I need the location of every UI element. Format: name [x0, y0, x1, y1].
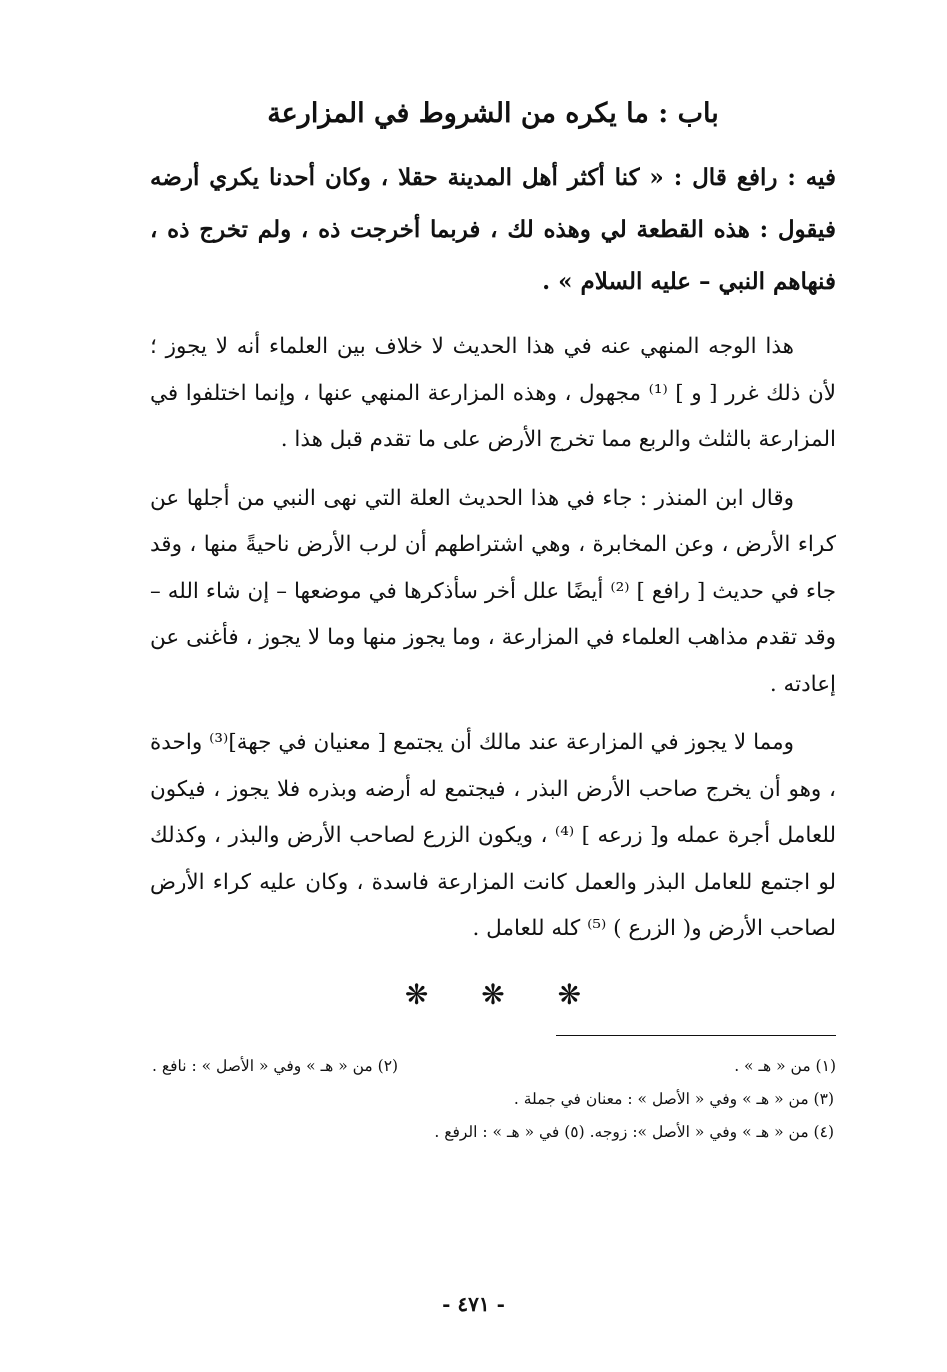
footnote-3: (٣) من « هـ » وفي « الأصل » : معنان في جملة . [513, 1089, 834, 1108]
footnote-row [150, 1050, 836, 1083]
footnote-divider [556, 1035, 836, 1036]
footnote-1: (١) من « هـ » . [734, 1056, 836, 1075]
footnotes [150, 1050, 836, 1149]
paragraph-2: وقال ابن المنذر : جاء في هذا الحديث العلة التي نهى النبي من أجلها عن كراء الأرض ، وعن المخابرة ، وهي اشتراطهم أن لرب الأرض ناحيةً منها ، وقد جاء في حديث [ رافع ] ⁽²⁾ أيضًا علل أخر سأذكرها في موضعها – إن شاء الله – وقد تقدم مذاهب العلماء في المزارعة ، وما يجوز منها وما لا يجوز ، فأغنى عن إعادته . [150, 485, 837, 697]
footnote-4-5: (٤) من « هـ » وفي « الأصل »: زوجه. (٥) في « هـ » : الرفع . [434, 1122, 834, 1141]
page-number: - ٤٧١ - [442, 1292, 505, 1316]
paragraph-1: هذا الوجه المنهي عنه في هذا الحديث لا خلاف بين العلماء أنه لا يجوز ؛ لأن ذلك غرر [ و ] ⁽¹⁾ مجهول ، وهذه المزارعة المنهي عنها ، وإنما اختلفوا في المزارعة بالثلث والربع مما تخرج الأرض على ما تقدم قبل هذا . [150, 334, 836, 452]
footnote-2: (٢) من « هـ » وفي « الأصل » : نافع . [152, 1056, 399, 1075]
section-separator: ❋ ❋ ❋ [404, 977, 582, 1011]
chapter-title: باب : ما يكره من الشروط في المزارعة [267, 98, 719, 129]
paragraph-3: ومما لا يجوز في المزارعة عند مالك أن يجتمع [ معنيان في جهة]⁽³⁾ واحدة ، وهو أن يخرج صاحب الأرض البذر ، فيجتمع له أرضه وبذره فلا يجوز ، فيكون للعامل أجرة عمله و[ زرعه ] ⁽⁴⁾ ، ويكون الزرع لصاحب الأرض والبذر ، وكذلك لو اجتمع للعامل البذر والعمل كانت المزارعة فاسدة ، وكان عليه كراء الأرض لصاحب الأرض و( الزرع ) ⁽⁵⁾ كله للعامل . [150, 730, 837, 941]
page-content [150, 88, 836, 1149]
hadith-text: فيه : رافع قال : « كنا أكثر أهل المدينة حقلا ، وكان أحدنا يكري أرضه فيقول : هذه القطعة لي وهذه لك ، فربما أخرجت ذه ، ولم تخرج ذه ، فنهاهم النبي – عليه السلام » . [150, 164, 836, 295]
